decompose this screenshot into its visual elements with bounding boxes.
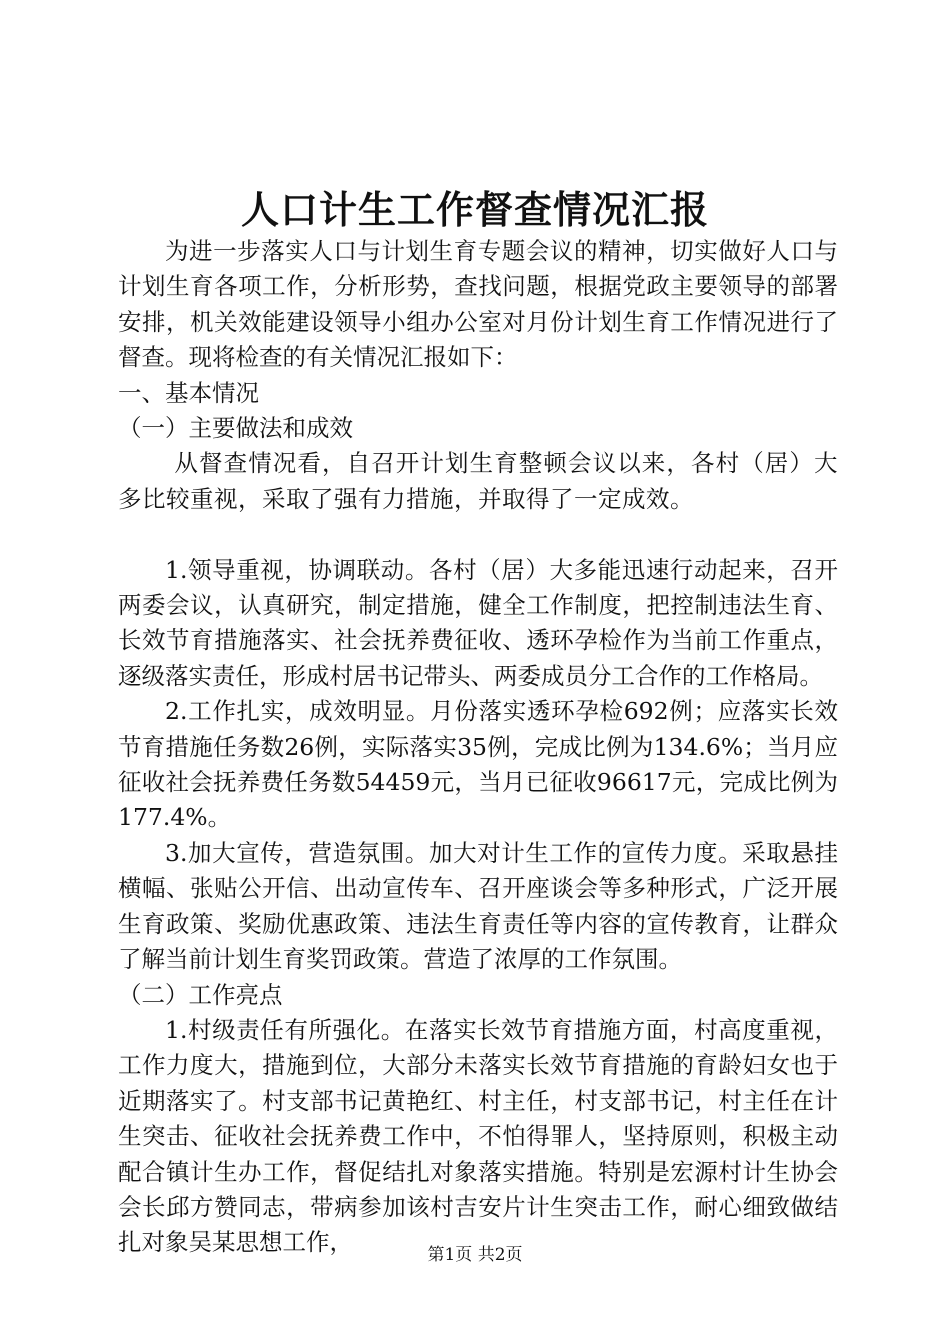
subsection-heading-highlights: （二）工作亮点 [118,980,283,1009]
intro-paragraph: 为进一步落实人口与计划生育专题会议的精神，切实做好人口与计划生育各项工作，分析形势，查找问题，根据党政主要领导的部署安排，机关效能建设领导小组办公室对月份计划生育工作情况进行了督查。现将检查的有关情况汇报如下： [118,237,838,372]
document-body [118,234,838,1261]
blank-line [118,517,838,552]
point-paragraph-2: 2.工作扎实，成效明显。月份落实透环孕检692例；应落实长效节育措施任务数26例，实际落实35例，完成比例为134.6%；当月应征收社会抚养费任务数54459元，当月已征收96617元，完成比例为177.4%。 [118,697,838,832]
section-heading-basic-situation: 一、基本情况 [118,378,259,407]
document-title: 人口计生工作督查情况汇报 [240,187,709,232]
point-paragraph-3: 3.加大宣传，营造氛围。加大对计生工作的宣传力度。采取悬挂横幅、张贴公开信、出动宣传车、召开座谈会等多种形式，广泛开展生育政策、奖励优惠政策、违法生育责任等内容的宣传教育，让群众了解当前计划生育奖罚政策。营造了浓厚的工作氛围。 [118,838,838,974]
point-paragraph-1: 1.领导重视，协调联动。各村（居）大多能迅速行动起来，召开两委会议，认真研究，制定措施，健全工作制度，把控制违法生育、长效节育措施落实、社会抚养费征收、透环孕检作为当前工作重点，逐级落实责任，形成村居书记带头、两委成员分工合作的工作格局。 [118,555,838,690]
summary-paragraph: 从督查情况看，自召开计划生育整顿会议以来，各村（居）大多比较重视，采取了强有力措施，并取得了一定成效。 [118,449,838,513]
subsection-heading-methods: （一）主要做法和成效 [118,414,353,443]
page-footer: 第1页 共2页 [427,1245,523,1265]
highlight-paragraph-1: 1.村级责任有所强化。在落实长效节育措施方面，村高度重视，工作力度大，措施到位，大部分未落实长效节育措施的育龄妇女也于近期落实了。村支部书记黄艳红、村主任，村支部书记，村主任在计生突击、征收社会抚养费工作中，不怕得罪人，坚持原则，积极主动配合镇计生办工作，督促结扎对象落实措施。特别是宏源村计生协会会长邱方赞同志，带病参加该村吉安片计生突击工作，耐心细致做结扎对象吴某思想工作， [118,1015,838,1257]
